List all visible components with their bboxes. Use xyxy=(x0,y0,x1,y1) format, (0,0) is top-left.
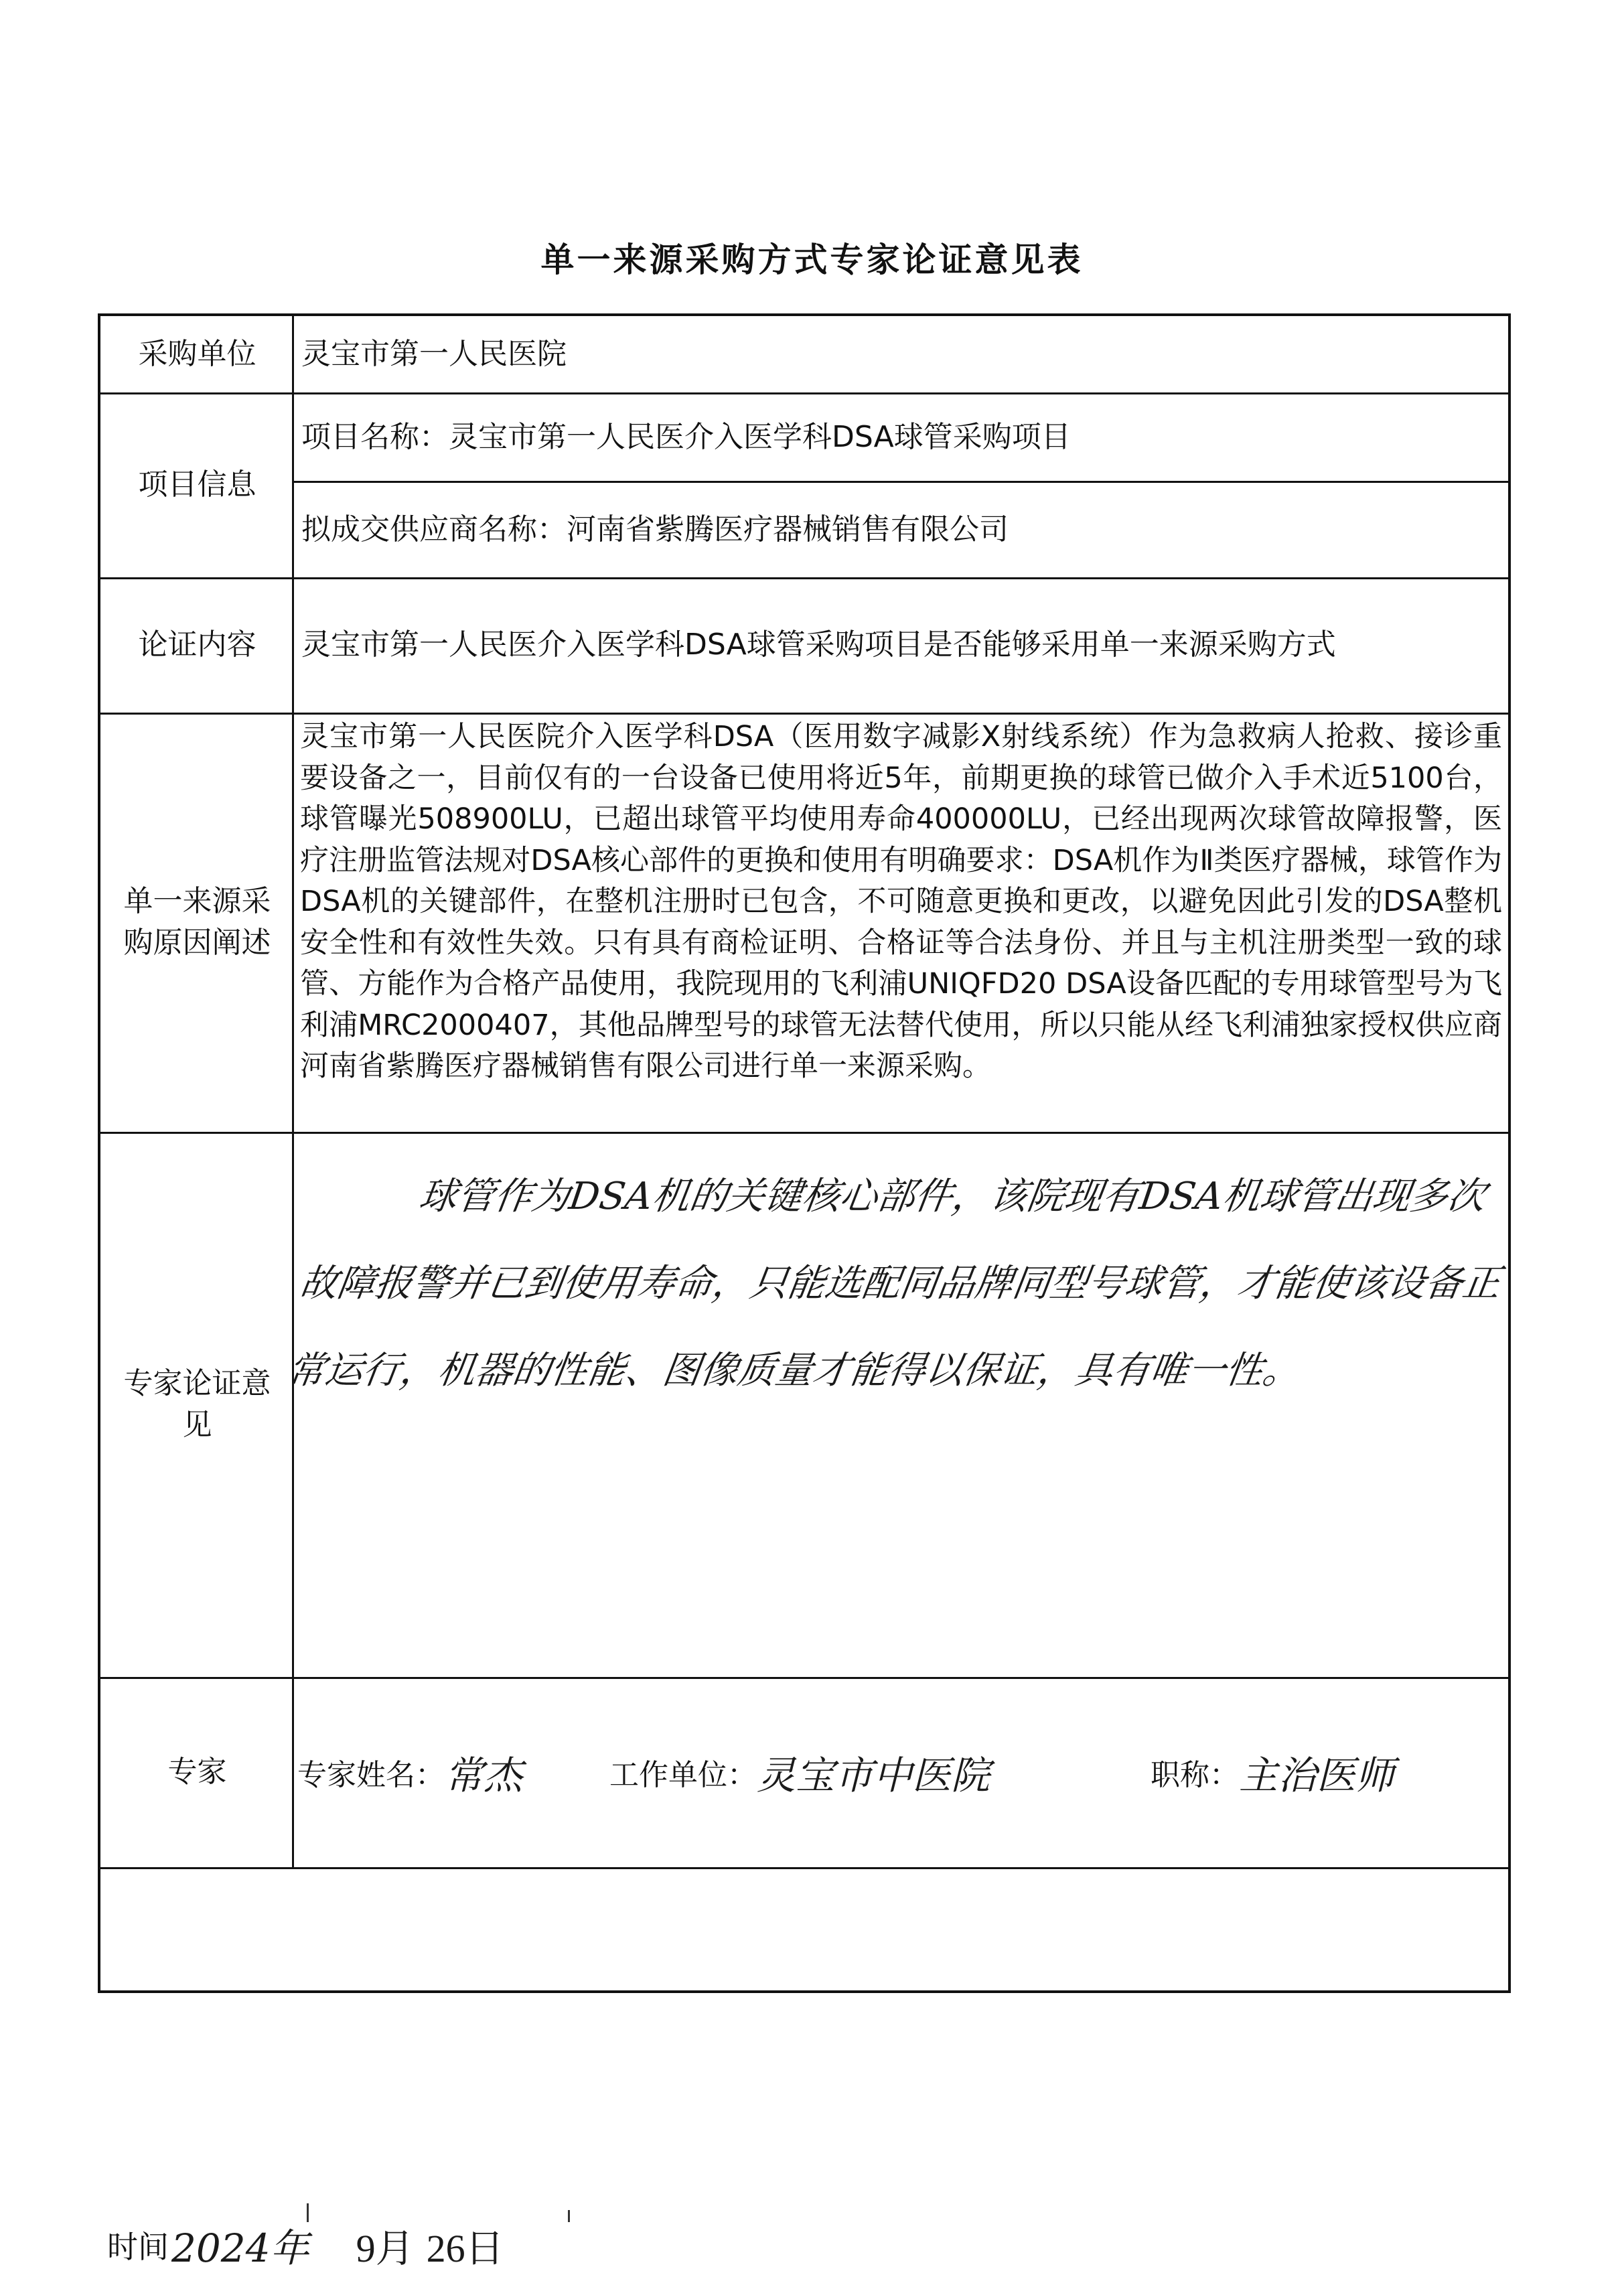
page-title: 单一来源采购方式专家论证意见表 xyxy=(540,240,1084,279)
row-divider xyxy=(100,577,1508,579)
reason-label: 单一来源采购原因阐述 xyxy=(123,884,271,960)
row-divider xyxy=(100,1132,1508,1134)
title-label: 职称： xyxy=(1151,1758,1240,1792)
expert-opinion-label: 专家论证意见 xyxy=(123,1366,271,1442)
procurement-unit-value: 灵宝市第一人民医院 xyxy=(301,337,567,371)
time-month: 9月 xyxy=(356,2227,415,2270)
project-name: 项目名称：灵宝市第一人民医介入医学科DSA球管采购项目 xyxy=(301,420,1071,454)
work-unit-handwritten: 灵宝市中医院 xyxy=(757,1753,990,1798)
scan-mark xyxy=(307,2203,309,2222)
expert-name-signature: 常杰 xyxy=(445,1753,523,1798)
time-year: 2024年 xyxy=(171,2225,309,2271)
time-row xyxy=(107,2217,504,2273)
row-divider xyxy=(100,392,1508,394)
expert-label: 专家 xyxy=(167,1755,227,1789)
expert-name-label: 专家姓名： xyxy=(297,1758,445,1792)
supplier-name: 拟成交供应商名称：河南省紫腾医疗器械销售有限公司 xyxy=(301,512,1009,546)
row-divider xyxy=(100,713,1508,715)
procurement-unit-label: 采购单位 xyxy=(138,337,256,371)
title-handwritten: 主治医师 xyxy=(1239,1753,1395,1798)
expert-opinion-form xyxy=(98,313,1511,2271)
row-divider xyxy=(294,481,1508,483)
expert-opinion-handwriting: 球管作为DSA机的关键核心部件，该院现有DSA机球管出现多次故障报警并已到使用寿命，只能选配同品牌同型号球管，才能使该设备正常运行，机器的性能、图像质量才能得以保证，具有唯一性。 xyxy=(285,1175,1503,1392)
argument-content-value: 灵宝市第一人民医介入医学科DSA球管采购项目是否能够采用单一来源采购方式 xyxy=(301,628,1336,662)
time-day: 26日 xyxy=(426,2227,504,2270)
reason-text: 灵宝市第一人民医院介入医学科DSA（医用数字减影X射线系统）作为急救病人抢救、接诊重要设备之一，目前仅有的一台设备已使用将近5年，前期更换的球管已做介入手术近5100台，球管曝光508900LU，已超出球管平均使用寿命400000LU，已经出现两次球管故障报警，医疗注册监管法规对DSA核心部件的更换和使用有明确要求：DSA机作为Ⅱ类医疗器械，球管作为DSA机的关键部件，在整机注册时已包含，不可随意更换和更改，以避免因此引发的DSA整机安全性和有效性失效。只有具有商检证明、合格证等合法身份、并且与主机注册类型一致的球管、方能作为合格产品使用，我院现用的飞利浦UNIQFD20 DSA设备匹配的专用球管型号为飞利浦MRC2000407，其他品牌型号的球管无法替代使用，所以只能从经飞利浦独家授权供应商河南省紫腾医疗器械销售有限公司进行单一来源采购。 xyxy=(300,720,1502,1083)
row-divider xyxy=(100,1867,1508,1869)
expert-details xyxy=(295,1677,1508,1867)
project-info-label: 项目信息 xyxy=(138,467,256,502)
argument-content-label: 论证内容 xyxy=(138,628,256,662)
time-label: 时间 xyxy=(107,2229,169,2265)
scan-mark xyxy=(568,2210,570,2222)
work-unit-label: 工作单位： xyxy=(609,1758,757,1792)
